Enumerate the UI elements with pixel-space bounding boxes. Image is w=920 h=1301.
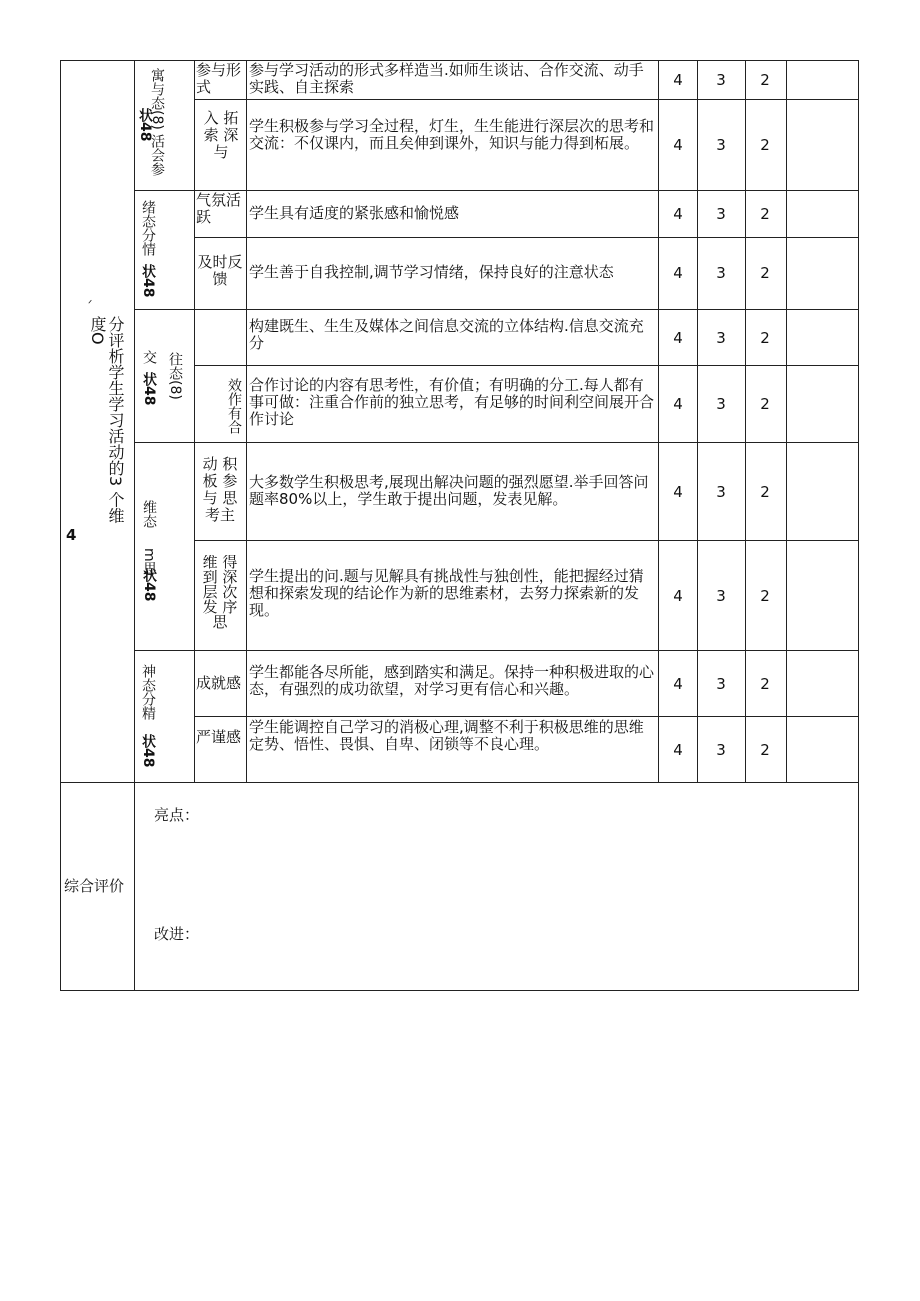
highlights-label: 亮点：: [154, 806, 200, 824]
score-cell: 3: [716, 483, 726, 501]
row-divider: [194, 99, 859, 100]
row-divider: [134, 309, 859, 310]
score-cell: 4: [673, 136, 683, 154]
row-description: 学生善于自我控制,调节学习情绪，保持良好的注意状态: [249, 264, 614, 281]
group-extra-communication: 状48: [141, 372, 157, 406]
row-sub-label: 维 得到 深层 次发 序 思: [202, 555, 238, 631]
row-description: 参与学习活动的形式多样造当.如师生谈诂、合作交流、动手实践、自主探索: [249, 62, 644, 96]
row-description: 合作讨论的内容有思考性，有价值；有明确的分工.每人都有事可做：注重合作前的独立思考，有足够的时间利空间展开合作讨论: [249, 377, 655, 428]
dimension-title-suffix: 3 个维度O: [88, 316, 125, 524]
score-cell: 3: [716, 205, 726, 223]
dimension-footer: 4: [66, 526, 77, 544]
row-sub-label: 及时反馈: [197, 254, 243, 288]
score-cell: 3: [716, 136, 726, 154]
row-sub-label: 动 积板 参与 思考主: [202, 456, 238, 524]
row-divider: [134, 650, 859, 651]
group-label-thinking: 维态: [141, 500, 157, 528]
score-cell: 3: [716, 264, 726, 282]
score-cell: 2: [760, 675, 770, 693]
row-sub-label: 严谨感: [196, 729, 242, 746]
row-description: 学生都能各尽所能，感到踏实和满足。保持一种积极进取的心态，有强烈的成功欲望，对学习更有信心和兴趣。: [249, 664, 655, 698]
score-cell: 3: [716, 587, 726, 605]
score-cell: 2: [760, 587, 770, 605]
table-border-bottom: [60, 990, 859, 991]
row-description: 学生具有适度的紧张感和愉悦感: [249, 205, 460, 222]
score-cell: 2: [760, 264, 770, 282]
row-sub-label: 成就感: [196, 675, 242, 692]
score-cell: 4: [673, 675, 683, 693]
score-cell: 2: [760, 483, 770, 501]
col-divider: [134, 60, 135, 991]
score-cell: 2: [760, 741, 770, 759]
score-cell: 4: [673, 264, 683, 282]
score-cell: 3: [716, 71, 726, 89]
group-extra-thinking: 状48: [141, 568, 157, 602]
score-cell: 4: [673, 741, 683, 759]
dimension-title-main: 分评析学生学习活动的: [106, 316, 125, 476]
row-sub-label: 参与形式: [196, 62, 242, 96]
col-divider: [194, 60, 195, 783]
row-description: 学生积极参与学习全过程，灯生，生生能进行深层次的思考和交流：不仅课内，而且矣伸到课外，知识与能力得到柘展。: [249, 118, 655, 152]
row-divider: [134, 442, 859, 443]
col-divider: [786, 60, 787, 783]
row-divider: [60, 782, 859, 783]
row-sub-label: 入 拓 索 深与: [203, 110, 239, 161]
score-cell: 3: [716, 741, 726, 759]
score-cell: 4: [673, 587, 683, 605]
table-border-left: [60, 60, 61, 991]
score-cell: 3: [716, 675, 726, 693]
col-divider: [246, 60, 247, 783]
score-cell: 2: [760, 136, 770, 154]
group-extra-spirit: 状48: [140, 734, 156, 768]
score-cell: 2: [760, 329, 770, 347]
row-divider: [194, 237, 859, 238]
table-border-top: [60, 60, 859, 61]
score-cell: 2: [760, 205, 770, 223]
row-description: 构建既生、生生及媒体之间信息交流的立体结构.信息交流充分: [249, 318, 644, 352]
dimension-title: [88, 316, 124, 531]
group-sub-thinking: m思: [141, 548, 157, 576]
row-divider: [194, 716, 859, 717]
row-description: 大多数学生积极思考,展现出解决问题的强烈愿望.举手回答问题率80%以上，学生敢于提出问题，发表见解。: [249, 474, 649, 508]
row-description: 学生提出的问.题与见解具有挑战性与独创性，能把握经过猜想和探索发现的结论作为新的思维素材，去努力探索新的发现。: [249, 568, 644, 619]
row-divider: [194, 365, 859, 366]
group-label-emotion: 绪态分情: [140, 200, 156, 256]
group-extra-participation: 状48: [137, 108, 153, 142]
score-cell: 4: [673, 483, 683, 501]
score-cell: 2: [760, 71, 770, 89]
score-cell: 4: [673, 395, 683, 413]
group-label-communication: 交: [141, 350, 157, 364]
group-label-participation: 寓与态(8) 活会参: [149, 68, 165, 177]
score-cell: 4: [673, 205, 683, 223]
row-sub-label: 效作有合: [226, 378, 242, 434]
dimension-prefix: ᐟ: [88, 299, 93, 310]
row-divider: [134, 190, 859, 191]
score-cell: 2: [760, 395, 770, 413]
score-cell: 4: [673, 71, 683, 89]
row-sub-label: 气氛活跃: [196, 192, 242, 226]
table-border-right: [858, 60, 859, 991]
group-sub-communication: 往态(8): [167, 352, 183, 400]
row-sub-label: [196, 311, 244, 363]
score-cell: 3: [716, 329, 726, 347]
summary-label: 综合评价: [64, 877, 125, 895]
improve-label: 改进：: [154, 925, 200, 943]
score-cell: 4: [673, 329, 683, 347]
score-cell: 3: [716, 395, 726, 413]
group-extra-emotion: 状48: [140, 264, 156, 298]
row-divider: [194, 540, 859, 541]
group-label-spirit: 神态分精: [140, 664, 156, 720]
row-description: 学生能调控自己学习的消极心理,调整不利于积极思维的思维定势、悟性、畏惧、自卑、闭锁等不良心理。: [249, 719, 644, 753]
